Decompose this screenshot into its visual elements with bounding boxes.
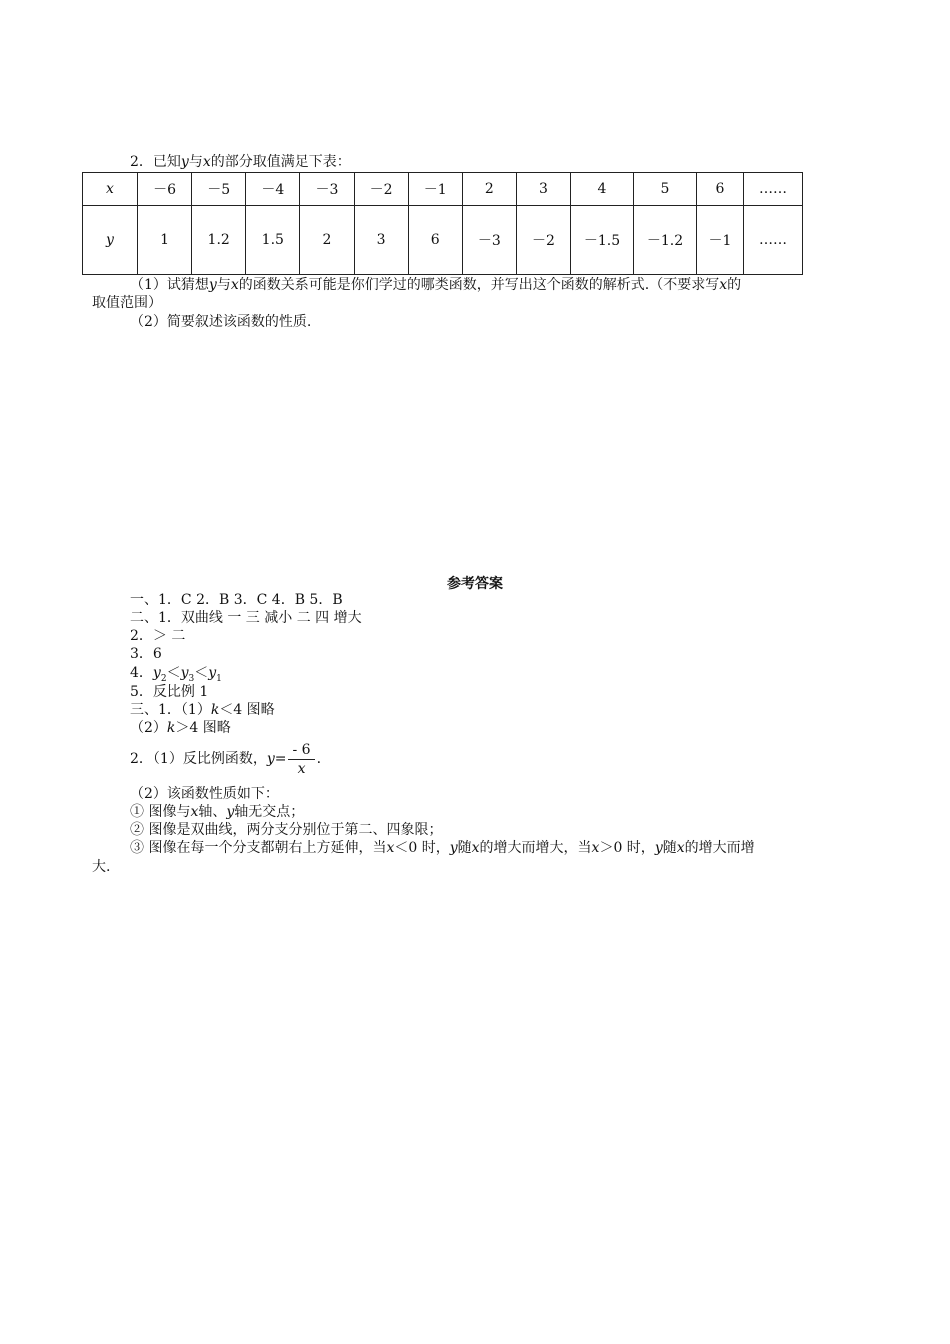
answers-title: 参考答案 [447,576,503,592]
x-cell: …… [744,173,803,206]
fraction-numerator: - 6 [288,741,314,760]
y-cell: 1.2 [192,206,246,275]
answer-line: 大. [92,859,111,875]
x-cell: 6 [697,173,744,206]
answer-line: 一、1．C 2．B 3．C 4．B 5．B [130,592,343,608]
x-cell: 5 [634,173,697,206]
x-cell: 4 [571,173,634,206]
question-part1-cont: 取值范围） [92,295,162,311]
y-cell: －1.5 [571,206,634,275]
table-row-x [83,173,803,206]
y-cell: －2 [516,206,570,275]
y-cell: 6 [408,206,462,275]
y-cell: …… [744,206,803,275]
answer-line: （2）该函数性质如下： [130,786,279,802]
y-cell: 1.5 [246,206,300,275]
value-table [82,172,803,275]
answer-line: 3．6 [130,646,162,662]
answer-line: 2．＞ 二 [130,628,186,644]
question-part2: （2）简要叙述该函数的性质. [130,314,312,330]
question-part1: （1）试猜想y与x的函数关系可能是你们学过的哪类函数，并写出这个函数的解析式.（不要求写x的 [130,277,742,293]
y-cell: －1.2 [634,206,697,275]
row-label-x: x [83,173,138,206]
x-cell: 2 [462,173,516,206]
x-cell: －4 [246,173,300,206]
answer-line: （2）k＞4 图略 [130,720,231,736]
answer-line: 5．反比例 1 [130,684,209,700]
y-cell: 1 [138,206,192,275]
answer-line: 2．（1）反比例函数，y= $\frac{- 6}{x}$ . [130,741,322,777]
x-cell: －3 [300,173,354,206]
x-cell: －2 [354,173,408,206]
answer-line: 二、1．双曲线 一 三 减小 二 四 增大 [130,610,362,626]
x-cell: －5 [192,173,246,206]
x-cell: －1 [408,173,462,206]
x-cell: －6 [138,173,192,206]
y-cell: －1 [697,206,744,275]
row-label-y: y [83,206,138,275]
y-cell: 3 [354,206,408,275]
answer-line: 4．$y_2<y_3<y_1$ [130,665,222,684]
answer-line: 三、1．（1）k＜4 图略 [130,702,275,718]
answer-line: ① 图像与x轴、y轴无交点； [130,804,305,820]
question-intro: 2．已知y与x的部分取值满足下表： [130,154,351,170]
answer-line: ② 图像是双曲线，两分支分别位于第二、四象限； [130,822,443,838]
table-row-y [83,206,803,275]
fraction-denominator: x [297,760,306,777]
fraction [288,741,314,778]
answer-line: ③ 图像在每一个分支都朝右上方延伸，当x＜0 时，y随x的增大而增大，当x＞0 时，y随x的增大而增 [130,840,755,856]
y-cell: －3 [462,206,516,275]
y-cell: 2 [300,206,354,275]
x-cell: 3 [516,173,570,206]
